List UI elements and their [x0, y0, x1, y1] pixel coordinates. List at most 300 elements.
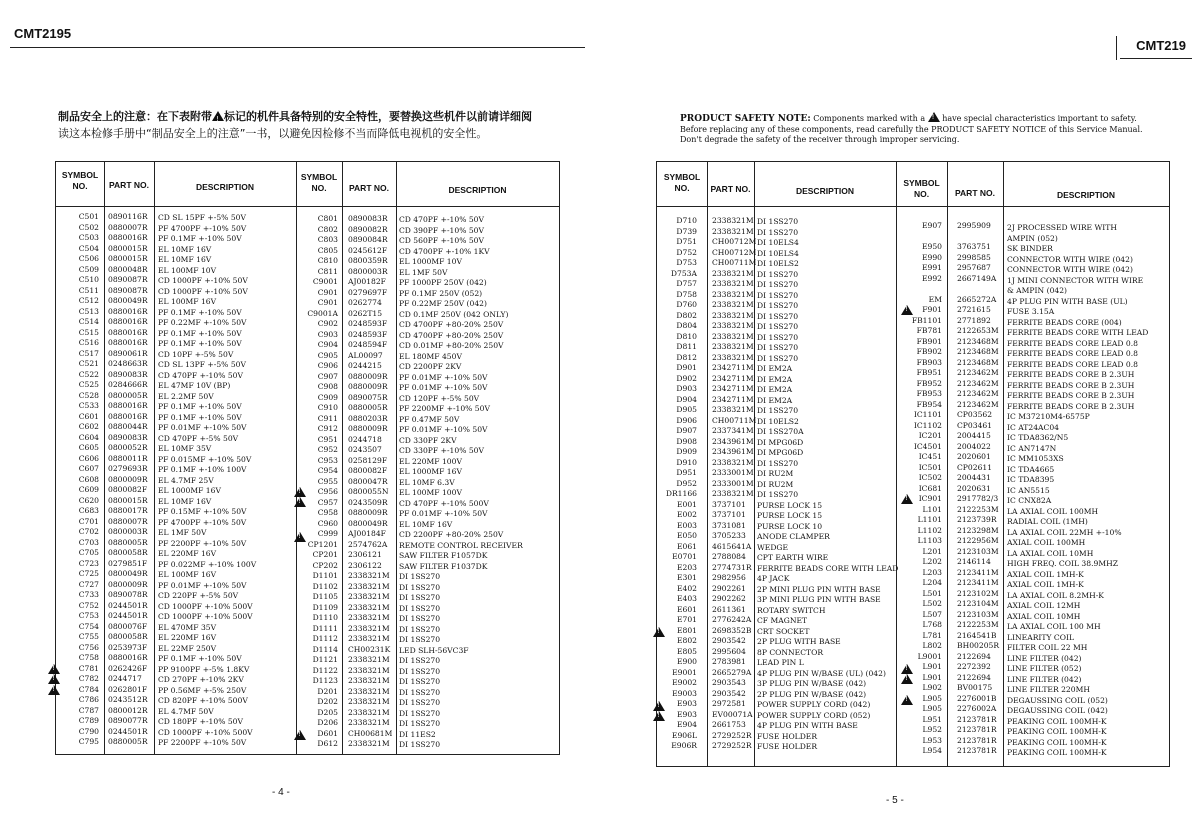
symbol-column-2-cell: L768	[922, 620, 942, 629]
cn-note-line1b: 标记的机件具备特别的安全特性，要替换这些机件以前请详细阅	[224, 110, 532, 123]
symbol-column-cell: E701	[676, 615, 697, 624]
part-no-column-cell: 3737101	[712, 510, 746, 519]
part-no-column-2-cell: 0248593F	[348, 329, 388, 339]
part-no-column-cell: 0800058R	[108, 632, 148, 641]
part-no-column-2-cell: 2338321M	[348, 718, 390, 727]
part-no-column-2-cell: 2123781R	[957, 735, 997, 745]
symbol-column-cell: C501	[78, 212, 99, 221]
description-column-2-cell: 2J PROCESSED WIRE WITH	[1007, 223, 1117, 232]
part-no-column-2-cell: 2004415	[957, 431, 991, 440]
symbol-column-cell: E061	[676, 541, 697, 551]
part-no-column-cell: 2774731R	[712, 562, 752, 572]
symbol-column-cell: C725	[78, 569, 99, 578]
description-column-cell: EL 10MF 16V	[158, 255, 212, 264]
description-column-cell: EL 4.7MF 25V	[158, 475, 214, 485]
description-column-cell: LEAD PIN L	[757, 658, 804, 667]
description-column-cell: DI EM2A	[757, 395, 793, 405]
symbol-column-cell: E9003	[672, 688, 697, 698]
description-column-2-cell: CD 330PF 2KV	[399, 435, 457, 445]
symbol-column-2-cell: C802	[317, 224, 338, 234]
part-no-column-2-cell: 2338321M	[348, 707, 390, 717]
part-no-column-cell: 0880011R	[108, 453, 148, 463]
description-column-2-cell: PF 1000PF 250V (042)	[399, 278, 487, 287]
page-number-left: - 4 -	[272, 787, 290, 798]
symbol-column-2-cell: D1111	[312, 623, 338, 633]
symbol-column-cell: C705	[78, 548, 99, 557]
description-column-cell: CD SL 13PF +-5% 50V	[158, 360, 246, 369]
symbol-column-cell: D751	[676, 237, 697, 246]
description-column-cell: CD 10PF +-5% 50V	[158, 349, 234, 359]
symbol-column-2-cell: IC201	[918, 431, 942, 440]
symbol-column-cell: C522	[78, 369, 99, 379]
part-no-column-2-cell: 0243509R	[348, 497, 388, 507]
symbol-column-cell: E900	[676, 657, 697, 666]
col-header-description-2: DESCRIPTION	[448, 185, 507, 195]
symbol-column-2-cell: C957	[317, 497, 338, 507]
description-column-cell: EL 220MF 16V	[158, 549, 217, 558]
description-column	[158, 213, 256, 749]
symbol-column-2-cell: C904	[317, 340, 338, 349]
description-column-2-cell: PEAKING COIL 100MH-K	[1007, 748, 1107, 757]
parts-table-right	[656, 161, 1170, 767]
part-no-column-cell: 0800012R	[108, 705, 148, 715]
symbol-column-2-cell: L1101	[917, 515, 942, 524]
description-column-2-cell: CD 0.01MF +80-20% 250V	[399, 341, 504, 350]
symbol-column-cell: E050	[676, 531, 697, 540]
safety-mark-icon	[48, 664, 60, 674]
description-column-2-cell: AXIAL COIL 1MH-K	[1007, 580, 1084, 589]
description-column-2-cell: EL 10MF 6.3V	[399, 477, 455, 487]
description-column-cell: 3P PLUG PIN W/BASE (042)	[757, 679, 867, 688]
description-column-2-cell: LINE FILTER 220MH	[1007, 685, 1090, 694]
symbol-column-cell: C509	[78, 264, 99, 274]
safety-mark-icon	[48, 674, 60, 684]
symbol-column-cell: C502	[78, 222, 99, 232]
symbol-column-cell: E802	[676, 636, 697, 645]
symbol-column-2-cell: L1102	[917, 525, 942, 535]
part-no-column-2-cell: CP02611	[957, 462, 993, 472]
symbol-column-2-cell: C906	[317, 361, 338, 370]
col-header-symbol-2: SYMBOL NO.	[300, 172, 338, 193]
symbol-column-2-cell: C951	[317, 434, 338, 444]
part-no-column-2-cell: 2917782/3	[957, 494, 999, 503]
description-column-cell: FUSE HOLDER	[757, 731, 818, 741]
part-no-column-cell: 2338321M	[712, 216, 754, 225]
part-no-column-cell: 2338321M	[712, 289, 754, 299]
description-column-2-cell: FERRITE BEADS CORE WITH LEAD	[1007, 328, 1149, 337]
description-column-cell: CD 180PF +-10% 50V	[158, 717, 243, 726]
description-column-cell: PP 0.56MF +-5% 250V	[158, 685, 247, 695]
col-divider	[154, 162, 155, 754]
description-column-2-cell: DI 1SS270	[399, 698, 441, 707]
description-column-cell: CD 820PF +-10% 500V	[158, 696, 248, 705]
col-header-description: DESCRIPTION	[195, 182, 255, 192]
description-column-2-cell: CD 4700PF +80-20% 250V	[399, 320, 504, 329]
symbol-column-cell: D804	[676, 321, 697, 330]
symbol-column-cell: C503	[78, 233, 99, 242]
part-no-column-cell: 2342711M	[712, 373, 754, 383]
col-header-part-no-2: PART NO.	[349, 183, 389, 193]
symbol-column-2-cell: L781	[922, 630, 942, 640]
description-column-cell: 4P JACK	[757, 574, 790, 583]
part-no-column-2-cell: 2123462M	[957, 389, 999, 398]
symbol-column-cell: D906	[676, 415, 697, 425]
part-no-column-cell: 0800048R	[108, 264, 148, 274]
part-no-column-2-cell: 2957687	[957, 263, 991, 272]
description-column-cell: EL 100MF 10V	[158, 265, 217, 275]
description-column-2-cell: DI 1SS270	[399, 740, 441, 749]
symbol-column-cell: C521	[78, 359, 99, 368]
col-header-part-no: PART NO.	[710, 184, 751, 194]
description-column-cell: PF 0.22MF +-10% 50V	[158, 318, 247, 327]
symbol-column-2-cell: L905	[922, 693, 942, 703]
part-no-column-2-cell: 0880009R	[348, 382, 388, 391]
part-no-column-2-cell: 2020631	[957, 483, 991, 493]
symbol-column-cell: C606	[78, 453, 99, 463]
symbol-column-2-cell: L953	[922, 735, 942, 745]
description-column-cell: DI 10ELS4	[757, 238, 799, 247]
part-no-column-cell: 0890087R	[108, 285, 148, 295]
description-column-2-cell: DI 1SS270	[399, 582, 441, 592]
description-column-2-cell: CD 390PF +-10% 50V	[399, 225, 484, 235]
part-no-column-cell: 0800052R	[108, 443, 148, 452]
part-no-column-cell: 2338321M	[712, 457, 754, 467]
symbol-column-cell: D753A	[670, 268, 697, 278]
description-column-cell: EL 470MF 35V	[158, 622, 217, 632]
symbol-column-cell: C727	[78, 579, 99, 589]
description-column-cell: CD SL 15PF +-5% 50V	[158, 213, 246, 222]
part-no-column-cell: 2338321M	[712, 342, 754, 351]
description-column-2-cell: FERRITE BEADS CORE LEAD 0.8	[1007, 349, 1138, 358]
part-no-column-cell: 0244501R	[108, 726, 148, 736]
part-no-column-2-cell: 0279697F	[348, 287, 388, 297]
description-column-cell: DI 1SS270	[757, 406, 799, 415]
part-no-column-cell: 0262426F	[108, 663, 148, 673]
col-header-symbol: SYMBOL NO.	[663, 172, 701, 193]
description-column-2-cell: AXIAL COIL 1MH-K	[1007, 569, 1084, 579]
part-no-column-cell: 2338321M	[712, 352, 754, 362]
part-no-column-cell: 0880044R	[108, 422, 148, 431]
description-column-cell: EL 1MF 50V	[158, 528, 207, 537]
description-column-2-cell: DEGAUSSING COIL (042)	[1007, 706, 1108, 715]
part-no-column-2-cell: 2995909	[957, 221, 991, 230]
part-no-column-cell: 0279851F	[108, 558, 148, 568]
description-column-2-cell: PF 0.47MF 50V	[399, 414, 460, 424]
part-no-column-cell: 0880016R	[108, 401, 148, 410]
description-column-2-cell: CD 560PF +-10% 50V	[399, 236, 484, 245]
part-no-column-cell: 0284666R	[108, 380, 148, 389]
symbol-column-2-cell: FB781	[916, 326, 942, 335]
symbol-column-2-cell: C958	[317, 508, 338, 517]
part-no-column-cell: 2729252R	[712, 730, 752, 740]
part-no-column-2-cell: 2123781R	[957, 746, 997, 755]
symbol-column-2-cell: C903	[317, 329, 338, 339]
symbol-column-2-cell: L204	[922, 578, 942, 587]
description-column-cell: PF 0.022MF +-10% 100V	[158, 559, 257, 569]
safety-mark-icon	[901, 674, 913, 684]
symbol-column-2-cell: C955	[317, 476, 338, 486]
description-column-cell: PF 0.1MF +-10% 50V	[158, 234, 242, 243]
part-no-column-2-cell: AL00097	[348, 350, 383, 360]
part-no-column-cell: 2338321M	[712, 226, 754, 236]
description-column-cell: 2P PLUG WITH BASE	[757, 637, 841, 646]
part-no-column-2-cell: 2123468M	[957, 357, 999, 367]
description-column-2-cell: CD 2200PF +80-20% 250V	[399, 530, 504, 539]
part-no-column-2-cell: AJ00184F	[348, 529, 386, 538]
symbol-column-2-cell: D1122	[312, 665, 338, 675]
description-column-2-cell: PF 0.01MF +-10% 50V	[399, 383, 488, 392]
part-no-column-cell: 2338321M	[712, 300, 754, 309]
part-no-column-2-cell: 0800049R	[348, 518, 388, 528]
description-column-cell: PF 2200PF +-10% 50V	[158, 738, 247, 747]
description-column-2-cell: CONNECTOR WITH WIRE (042)	[1007, 254, 1133, 264]
description-column-2-cell: SAW FILTER F1037DK	[399, 561, 488, 571]
description-column-2-cell: AXIAL COIL 10MH	[1007, 611, 1081, 621]
description-column-2-cell: DI 11ES2	[399, 729, 436, 739]
symbol-column-cell: D757	[676, 279, 697, 288]
description-column-cell: ANODE CLAMPER	[757, 532, 830, 541]
symbol-column-2-cell: L901	[922, 672, 942, 682]
part-no-column-2-cell: 2306121	[348, 550, 382, 559]
symbol-column-2-cell: FB953	[916, 389, 942, 398]
description-column-2-cell: FERRITE BEADS CORE B 2.3UH	[1007, 370, 1135, 379]
warning-triangle-icon	[212, 111, 224, 121]
part-no-column-2-cell: 2123462M	[957, 368, 999, 377]
safety-mark-icon	[653, 627, 665, 637]
description-column-cell: EL 4.7MF 50V	[158, 706, 214, 716]
symbol-column-2-cell: C803	[317, 235, 338, 244]
col-divider	[396, 162, 397, 754]
description-column-2-cell: EL 180MF 450V	[399, 351, 462, 361]
symbol-column-cell: E001	[676, 499, 697, 509]
symbol-column-cell: C609	[78, 485, 99, 494]
col-divider	[1003, 162, 1004, 766]
part-no-column-cell: 0800003R	[108, 527, 148, 536]
description-column-2-cell: DI 1SS270	[399, 603, 441, 613]
symbol-column-cell: E0701	[672, 552, 697, 561]
part-no-column-cell: 2343961M	[712, 447, 754, 456]
part-no-column-2-cell: 0890084R	[348, 235, 388, 244]
part-no-column-cell: 2611361	[712, 604, 746, 614]
symbol-column-cell: C702	[78, 527, 99, 536]
safety-mark-icon	[653, 711, 665, 721]
col-header-symbol: SYMBOL NO.	[61, 170, 99, 191]
part-no-column-2-cell: 2123468M	[957, 336, 999, 346]
part-no-column-2-cell: 0248593F	[348, 319, 388, 328]
symbol-column-2-cell: D1110	[312, 613, 338, 622]
part-no-column-cell: 0800076F	[108, 621, 148, 631]
part-no-column-cell: 0890116R	[108, 212, 148, 221]
description-column-2-cell: & AMPIN (042)	[1007, 286, 1068, 295]
part-no-column-cell: 2972581	[712, 699, 746, 708]
symbol-column-2	[296, 214, 338, 750]
description-column-2-cell: CD 4700PF +80-20% 250V	[399, 330, 504, 340]
symbol-column-2-cell: L902	[922, 683, 942, 692]
safety-mark-icon	[294, 532, 306, 542]
description-column-cell: DI 1SS270	[757, 280, 799, 289]
symbol-column-2-cell: FB903	[916, 357, 942, 367]
symbol-column-2-cell: L202	[922, 557, 942, 566]
part-no-column-cell: CH00711M	[712, 258, 757, 267]
part-no-column-cell: 2338321M	[712, 405, 754, 414]
symbol-column-cell: D908	[676, 436, 697, 446]
part-no-column-cell: 0880016R	[108, 233, 148, 242]
en-note-title: PRODUCT SAFETY NOTE:	[680, 114, 811, 124]
symbol-column-cell: D760	[676, 300, 697, 309]
part-no-column-2-cell: BV00175	[957, 683, 993, 692]
description-column-2-cell: DI 1SS270	[399, 614, 441, 623]
symbol-column-2-cell: IC1102	[913, 420, 942, 430]
symbol-column-cell: C605	[78, 443, 99, 452]
part-no-column-cell: 0253973F	[108, 642, 148, 652]
part-no-column-2-cell: 0262774	[348, 298, 382, 307]
symbol-column-cell: D752	[676, 247, 697, 257]
part-no-column-cell: 0880007R	[108, 516, 148, 526]
symbol-column-cell: E301	[676, 573, 697, 582]
symbol-column-2-cell: L501	[922, 588, 942, 598]
part-no-column-cell: 0880016R	[108, 317, 148, 326]
symbol-column-2-cell: L9001	[917, 651, 942, 661]
symbol-column-2-cell: L507	[922, 609, 942, 619]
symbol-column-2-cell: FB952	[916, 378, 942, 388]
symbol-column-2-cell: L201	[922, 546, 942, 556]
symbol-column-cell: C525	[78, 380, 99, 389]
symbol-column-cell: E003	[676, 520, 697, 530]
description-column-2-cell: LINEARITY COIL	[1007, 632, 1075, 642]
symbol-column-2-cell: D1109	[312, 602, 338, 612]
description-column-cell: DI 1SS270	[757, 290, 799, 300]
symbol-column-2-cell: CP201	[312, 550, 338, 559]
symbol-column-cell: C782	[78, 674, 99, 683]
safety-mark-icon	[294, 487, 306, 497]
description-column-2-cell: AMPIN (052)	[1007, 233, 1058, 243]
description-column-cell: PURSE LOCK 10	[757, 521, 823, 531]
description-column-cell: PF 4700PF +-10% 50V	[158, 223, 247, 233]
part-no-column-cell: 0890061R	[108, 348, 148, 358]
part-no-column-2-cell: 2721615	[957, 305, 991, 314]
part-no-column-2-cell: 0800359R	[348, 256, 388, 265]
symbol-column-cell: C753	[78, 611, 99, 620]
symbol-column-2-cell: FB902	[916, 347, 942, 356]
symbol-column-cell: D753	[676, 258, 697, 267]
symbol-column-cell: D901	[676, 363, 697, 372]
symbol-column-cell: D903	[676, 384, 697, 393]
part-no-column-2-cell: 2123411M	[957, 578, 999, 587]
description-column-cell: 3P MINI PLUG PIN WITH BASE	[757, 595, 881, 604]
symbol-column-cell: C701	[78, 516, 99, 526]
description-column-cell: CD 1000PF +-10% 500V	[158, 727, 253, 737]
part-no-column-2-cell: 2338321M	[348, 676, 390, 685]
symbol-column-cell: C601	[78, 411, 99, 421]
symbol-column-2-cell: IC901	[918, 494, 942, 503]
description-column-2-cell: LA AXIAL COIL 100MH	[1007, 506, 1099, 516]
part-no-column-cell: EV00071A	[712, 709, 753, 719]
symbol-column-cell: D710	[676, 216, 697, 225]
description-column-2-cell: DI 1SS270	[399, 666, 441, 676]
part-no-column-2-cell: BH00205R	[957, 641, 1000, 650]
part-no-column-cell: 2333001M	[712, 478, 754, 488]
part-no-column-cell: 2338321M	[712, 279, 754, 288]
safety-note-english	[680, 112, 1150, 146]
symbol-column-cell: C789	[78, 716, 99, 725]
description-column-cell: CPT EARTH WIRE	[757, 553, 829, 562]
symbol-column-2-cell: C811	[317, 266, 338, 276]
symbol-column-2-cell: E990	[921, 252, 942, 262]
description-column-cell: EL 100MF 16V	[158, 297, 217, 306]
symbol-column-cell: C755	[78, 632, 99, 641]
symbol-column-2-cell	[896, 284, 942, 295]
description-column-2-cell: LINE FILTER (052)	[1007, 664, 1082, 673]
symbol-column-cell: E903	[676, 709, 697, 719]
symbol-column-cell: E002	[676, 510, 697, 519]
description-column-2-cell: IC MM1053XS	[1007, 454, 1064, 463]
part-no-column-2-cell: 2004431	[957, 473, 991, 482]
description-column-cell: PF 0.1MF +-10% 50V	[158, 402, 242, 411]
part-no-column-2-cell: 2123468M	[957, 347, 999, 356]
part-no-column-2-cell: 0243507	[348, 445, 382, 454]
symbol-column-cell: E906L	[671, 730, 697, 740]
part-no-column-2-cell: 0262T15	[348, 308, 383, 318]
description-column-cell: ROTARY SWITCH	[757, 605, 826, 615]
en-note-line1a: Components marked with a	[813, 114, 926, 123]
symbol-column-2-cell: D612	[317, 739, 338, 748]
symbol-column-2-cell: D201	[317, 686, 338, 696]
description-column-2-cell: EL 220MF 100V	[399, 456, 462, 466]
symbol-column-2-cell: D601	[317, 728, 338, 738]
part-no-column-cell: 0243512R	[108, 695, 148, 704]
description-column-cell: DI MPG06D	[757, 437, 804, 447]
description-column-cell: CD 1000PF +-10% 50V	[158, 286, 248, 296]
part-no-column-2-cell: 2667149A	[957, 273, 997, 283]
part-no-column-cell: 2661753	[712, 720, 746, 729]
symbol-column-2-cell: C902	[317, 319, 338, 328]
symbol-column-cell: E904	[676, 720, 697, 729]
description-column-2	[1007, 223, 1148, 759]
description-column-2-cell: EL 10MF 16V	[399, 519, 453, 529]
part-no-column-2-cell: 2123298M	[957, 525, 999, 535]
symbol-column-2-cell: L952	[922, 725, 942, 734]
symbol-column-2-cell: L951	[922, 714, 942, 724]
description-column-cell: PF 0.1MF +-10% 50V	[158, 328, 242, 338]
description-column-cell: POWER SUPPLY CORD (042)	[757, 700, 871, 709]
part-no-column-cell: 0890083R	[108, 432, 148, 442]
symbol-column-cell: DR1166	[665, 489, 697, 498]
symbol-column-2-cell: D1105	[312, 592, 338, 601]
symbol-column-cell: D810	[676, 331, 697, 341]
part-no-column-cell: 0800015R	[108, 495, 148, 505]
description-column-cell: 8P CONNECTOR	[757, 647, 824, 657]
part-no-column-cell: 2902261	[712, 583, 746, 593]
description-column-cell: DI 10ELS4	[757, 248, 799, 258]
symbol-column-cell: D811	[676, 342, 697, 351]
part-no-column-2	[957, 221, 999, 757]
part-no-column-2-cell: 2338321M	[348, 665, 390, 675]
description-column-2-cell: PF 0.22MF 250V (042)	[399, 299, 487, 308]
description-column-2-cell: LED SLH-56VC3F	[399, 645, 469, 655]
part-no-column-2-cell: 2122956M	[957, 536, 999, 545]
part-no-column-2-cell: 0880009R	[348, 508, 388, 517]
description-column-cell: EL 10MF 16V	[158, 496, 212, 506]
symbol-column-cell: D907	[676, 426, 697, 435]
symbol-column-2-cell: E991	[921, 263, 942, 272]
symbol-column-2-cell: D1101	[312, 571, 338, 580]
description-column-2-cell: IC AN7147N	[1007, 443, 1057, 453]
part-no-column-2-cell: 2122253M	[957, 504, 999, 514]
part-no-column-cell: 2982956	[712, 573, 746, 582]
cn-note-line2: 读这本检修手册中“制品安全上的注意”一书，以避免因检修不当而降低电视机的安全性。	[58, 127, 488, 140]
description-column-cell: EL 10MF 35V	[158, 444, 212, 453]
symbol-column-2-cell: C911	[317, 413, 338, 423]
